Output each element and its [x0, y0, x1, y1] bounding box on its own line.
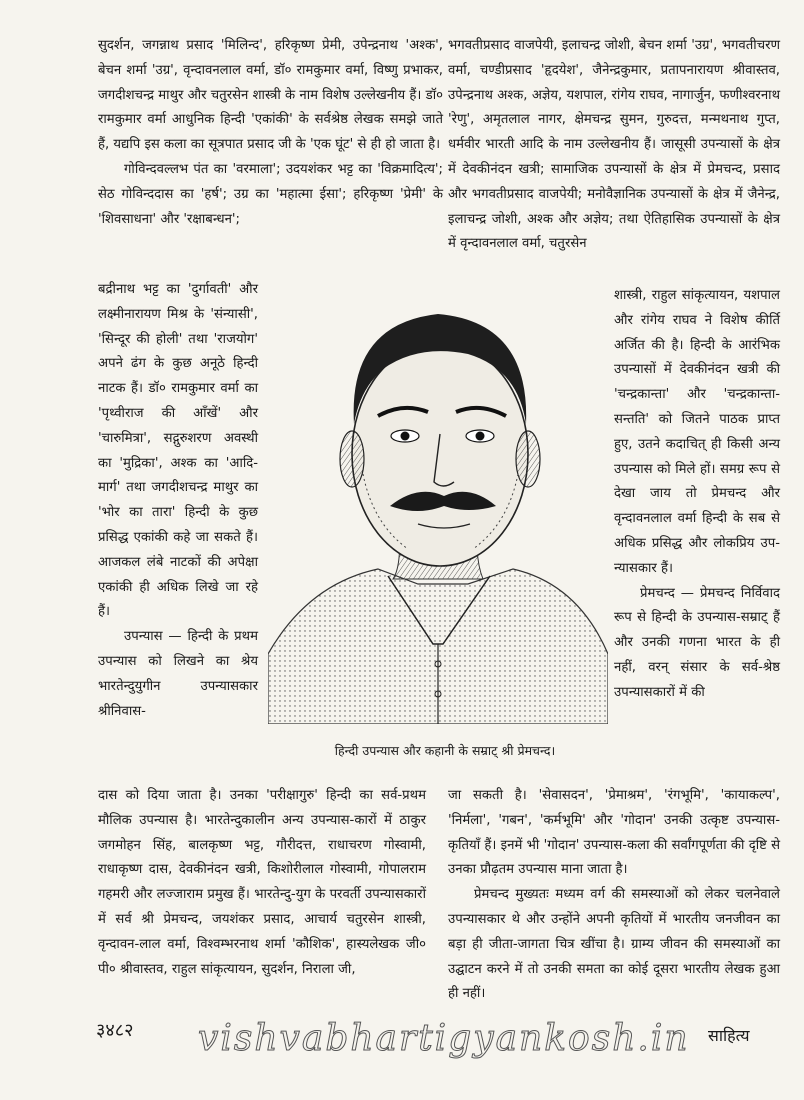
- left-column-bottom: [98, 784, 426, 982]
- paragraph-plays: गोविन्दवल्लभ पंत का 'वरमाला'; उदयशंकर भट्ट का 'विक्रमादित्य'; सेठ गोविन्ददास का 'हर्ष'; उग्र का 'महात्मा ईसा'; हरिकृष्ण 'प्रेमी' के 'शिवसाधना' और 'रक्षाबन्धन';: [98, 161, 443, 227]
- left-column-top: [98, 34, 443, 232]
- page-number: ३४८२: [96, 1020, 134, 1041]
- premchand-portrait: [268, 284, 608, 724]
- right-column-bottom: [448, 784, 780, 1007]
- paragraph-upanyas-heading: उपन्यास — हिन्दी के प्रथम उपन्यास को लिखने का श्रेय भारतेन्दुयुगीन उपन्यासकार श्रीनिवास-: [98, 629, 258, 719]
- portrait-caption: हिन्दी उपन्यास और कहानी के सम्राट् श्री प्रेमचन्द।: [334, 743, 556, 758]
- paragraph-first-novel: दास को दिया जाता है। उनका 'परीक्षागुरु' हिन्दी का सर्व-प्रथम मौलिक उपन्यास है। भारतेन्दुकालीन अन्य उपन्यास-कारों में ठाकुर जगमोहन सिंह, बालकृष्ण भट्ट, गौरीदत्त, राधाचरण गोस्वामी, राधाकृष्ण दास, देवकीनंदन खत्री, किशोरीलाल गोस्वामी, गोपालराम गहमरी और लज्जाराम प्रमुख हैं। भारतेन्दु-युग के परवर्ती उपन्यासकारों में सर्व श्री प्रेमचन्द, जयशंकर प्रसाद, आचार्य चतुरसेन शास्त्री, वृन्दावन-लाल वर्मा, विश्वम्भरनाथ शर्मा 'कौशिक', हास्यलेखक जी० पी० श्रीवास्तव, राहुल सांकृत्यायन, सुदर्शन, निराला जी,: [98, 788, 426, 977]
- paragraph-natak: बद्रीनाथ भट्ट का 'दुर्गावती' और लक्ष्मीनारायण मिश्र के 'संन्यासी', 'सिन्दूर की होली' तथा 'राजयोग' अपने ढंग के कुछ अनूठे हिन्दी नाटक हैं। डॉ० रामकुमार वर्मा का 'पृथ्वीराज की आँखें' और 'चारुमित्रा', सद्गुरुशरण अवस्थी का 'मुद्रिका', अश्क का 'आदि-मार्ग' तथा जगदीशचन्द्र माथुर का 'भोर का तारा' हिन्दी के कुछ प्रसिद्ध एकांकी कहे जा सकते हैं। आजकल लंबे नाटकों की अपेक्षा एकांकी ही अधिक लिखे जा रहे हैं।: [98, 282, 258, 620]
- paragraph-fame: शास्त्री, राहुल सांकृत्यायन, यशपाल और रांगेय राघव ने विशेष कीर्ति अर्जित की है। हिन्दी के आरंभिक उपन्यासों में देवकीनंदन खत्री की 'चन्द्रकान्ता' और 'चन्द्रकान्ता-सन्तति' को जितने पाठक प्राप्त हुए, उतने कदाचित् ही किसी अन्य उपन्यास को मिले हों। समग्र रूप से देखा जाय तो प्रेमचन्द और वृन्दावनलाल वर्मा हिन्दी के सब से अधिक प्रसिद्ध और लोकप्रिय उप-न्यासकार हैं।: [614, 288, 780, 576]
- paragraph-ekanki: सुदर्शन, जगन्नाथ प्रसाद 'मिलिन्द', हरिकृष्ण प्रेमी, उपेन्द्रनाथ 'अश्क', बेचन शर्मा 'उग्र', वृन्दावनलाल वर्मा, डॉ० रामकुमार वर्मा, विष्णु प्रभाकर, जगदीशचन्द्र माथुर और चतुरसेन शास्त्री के नाम विशेष उल्लेखनीय हैं। डॉ० रामकुमार वर्मा आधुनिक हिन्दी 'एकांकी' के सर्वश्रेष्ठ लेखक समझे जाते हैं, यद्यपि इस कला का सूत्रपात प्रसाद जी के 'एक घूंट' से ही हो जाता है।: [98, 38, 443, 153]
- paragraph-premchand-works: जा सकती है। 'सेवासदन', 'प्रेमाश्रम', 'रंगभूमि', 'कायाकल्प', 'निर्मला', 'गबन', 'कर्मभूमि' और 'गोदान' उनकी उत्कृष्ट उपन्यास-कृतियाँ हैं। इनमें भी 'गोदान' उपन्यास-कला की सर्वांगपूर्णता की दृष्टि से उनका प्रौढ़तम उपन्यास माना जाता है।: [448, 788, 780, 878]
- paragraph-premchand-heading: प्रेमचन्द — प्रेमचन्द निर्विवाद रूप से हिन्दी के उपन्यास-सम्राट् हैं और उनकी गणना भारत के ही नहीं, वरन् संसार के सर्व-श्रेष्ठ उपन्यासकारों में की: [614, 585, 780, 700]
- section-label: साहित्य: [708, 1026, 750, 1045]
- right-column-top: [448, 34, 780, 257]
- left-column-narrow: [98, 278, 258, 724]
- paragraph-premchand-themes: प्रेमचन्द मुख्यतः मध्यम वर्ग की समस्याओं को लेकर चलनेवाले उपन्यासकार थे और उन्होंने अपनी कृतियों में भारतीय जनजीवन का बड़ा ही जीता-जागता चित्र खींचा है। ग्राम्य जीवन की समस्याओं का उद्घाटन करने में तो उनकी समता का कोई दूसरा भारतीय लेखक हुआ ही नहीं।: [448, 887, 780, 1002]
- watermark: vishvabhartigyankosh.in: [198, 1018, 690, 1059]
- right-column-narrow: [614, 284, 780, 706]
- paragraph-novelists-list: भगवतीप्रसाद वाजपेयी, इलाचन्द्र जोशी, बेचन शर्मा 'उग्र', भगवतीचरण वर्मा, चण्डीप्रसाद 'हृदयेश', जैनेन्द्रकुमार, प्रतापनारायण श्रीवास्तव, उपेन्द्रनाथ अश्क, अज्ञेय, यशपाल, रांगेय राघव, नागार्जुन, फणीश्वरनाथ 'रेणु', अमृतलाल नागर, क्षेमचन्द्र सुमन, गुरुदत्त, मन्मथनाथ गुप्त, धर्मवीर भारती आदि के नाम उल्लेखनीय हैं। जासूसी उपन्यासों के क्षेत्र में देवकीनंदन खत्री; सामाजिक उपन्यासों के क्षेत्र में प्रेमचन्द, प्रसाद और भगवतीप्रसाद वाजपेयी; मनोवैज्ञानिक उपन्यासों के क्षेत्र में जैनेन्द्र, इलाचन्द्र जोशी, अश्क और अज्ञेय; तथा ऐतिहासिक उपन्यासों के क्षेत्र में वृन्दावनलाल वर्मा, चतुरसेन: [448, 38, 780, 252]
